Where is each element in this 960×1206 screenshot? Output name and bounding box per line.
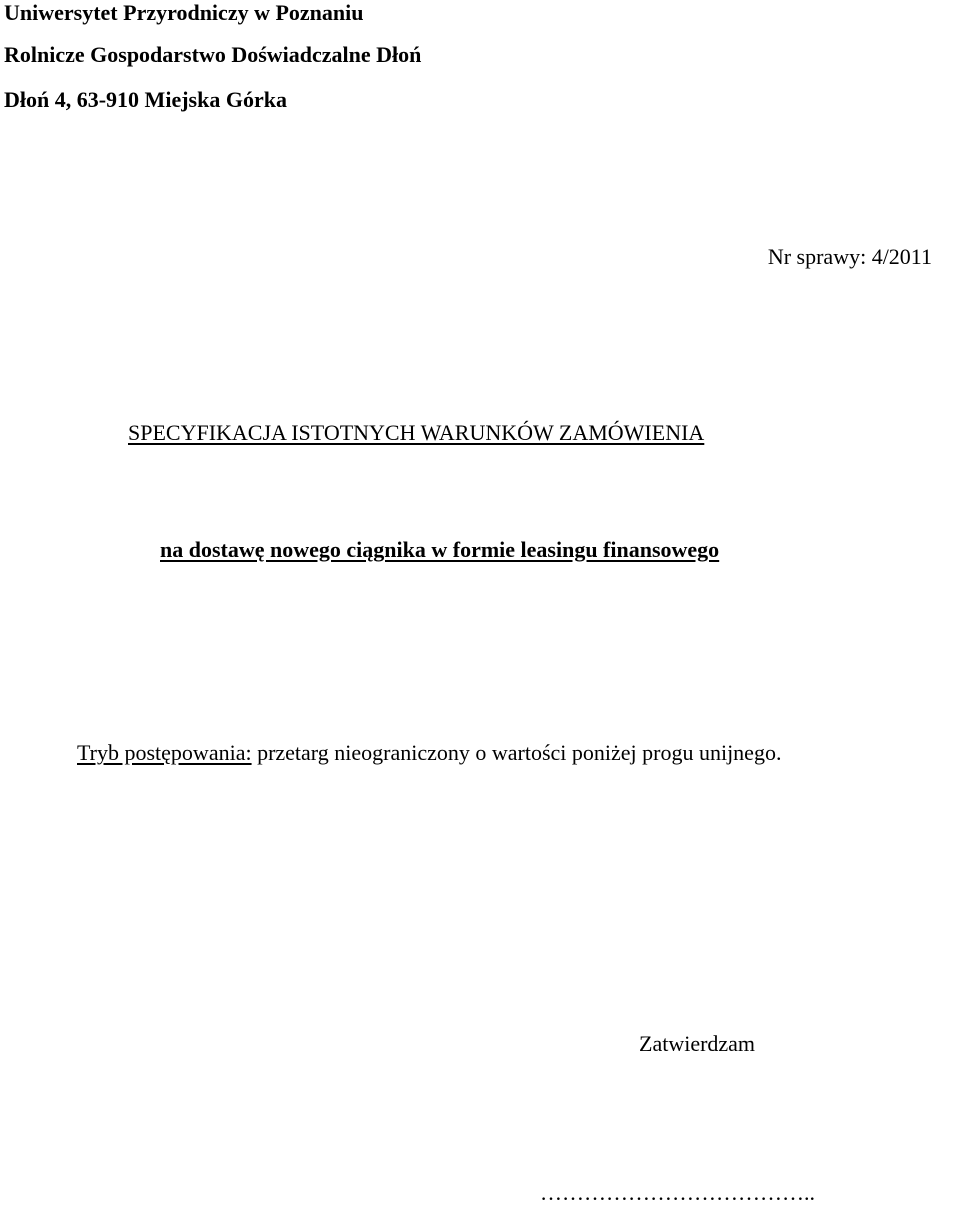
institution-name: Uniwersytet Przyrodniczy w Poznaniu <box>4 0 364 25</box>
procedure-label: Tryb postępowania: <box>77 740 252 765</box>
signature-placeholder: ……………………………….. <box>540 1180 815 1205</box>
case-number: Nr sprawy: 4/2011 <box>767 244 932 269</box>
farm-name: Rolnicze Gospodarstwo Doświadczalne Dłoń <box>4 42 422 67</box>
document-subtitle: na dostawę nowego ciągnika w formie leasingu finansowego <box>160 537 720 562</box>
address: Dłoń 4, 63-910 Miejska Górka <box>4 87 287 112</box>
approval-label: Zatwierdzam <box>639 1031 756 1056</box>
procedure-line <box>77 739 781 767</box>
document-title: SPECYFIKACJA ISTOTNYCH WARUNKÓW ZAMÓWIENIA <box>128 420 705 445</box>
procedure-text: przetarg nieograniczony o wartości poniżej progu unijnego. <box>251 740 782 765</box>
